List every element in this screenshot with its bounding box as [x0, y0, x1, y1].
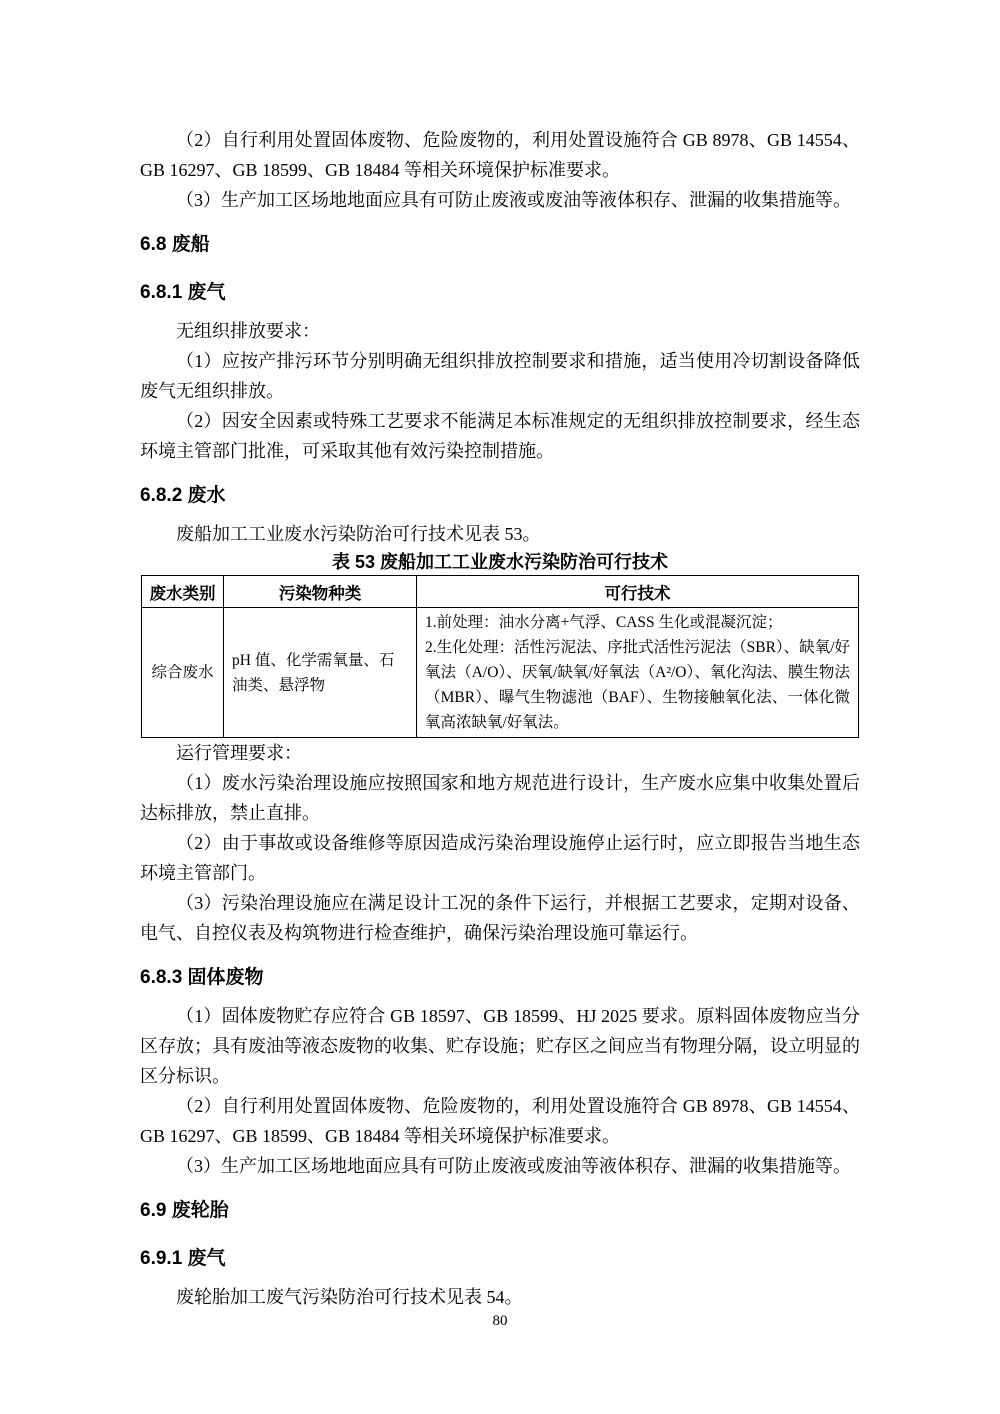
- cell-pollutants: pH 值、化学需氧量、石油类、悬浮物: [224, 608, 417, 738]
- tech-pretreatment-line: 1.前处理：油水分离+气浮、CASS 生化或混凝沉淀；: [425, 614, 783, 631]
- paragraph-681-item-2: （2）因安全因素或特殊工艺要求不能满足本标准规定的无组织排放控制要求，经生态环境主管部门批准，可采取其他有效污染控制措施。: [140, 411, 860, 461]
- table-53-caption: 表 53 废船加工工业废水污染防治可行技术: [331, 552, 669, 572]
- table-row: [142, 608, 859, 738]
- paragraph-682-item-3: （3）污染治理设施应在满足设计工况的条件下运行，并根据工艺要求，定期对设备、电气、自控仪表及构筑物进行检查维护，确保污染治理设施可靠运行。: [140, 893, 860, 943]
- page-number: 80: [492, 1313, 508, 1329]
- section-heading-6-9: 6.9 废轮胎: [140, 1200, 229, 1221]
- section-heading-6-8-3: 6.8.3 固体废物: [140, 967, 264, 988]
- paragraph-682-intro: 废船加工工业废水污染防治可行技术见表 53。: [176, 524, 541, 544]
- paragraph-prev-item-3: （3）生产加工区场地地面应具有可防止废液或废油等液体积存、泄漏的收集措施等。: [176, 190, 851, 210]
- cell-feasible-technology: [417, 608, 859, 738]
- paragraph-683-item-3: （3）生产加工区场地地面应具有可防止废液或废油等液体积存、泄漏的收集措施等。: [176, 1156, 851, 1176]
- paragraph-fugitive-intro: 无组织排放要求：: [176, 321, 320, 341]
- paragraph-683-item-1: （1）固体废物贮存应符合 GB 18597、GB 18599、HJ 2025 要求。原料固体废物应当分区存放；具有废油等液态废物的收集、贮存设施；贮存区之间应当有物理分隔，设立明显的区分标识。: [140, 1006, 860, 1086]
- table-header-pollutant-type: 污染物种类: [224, 576, 417, 608]
- section-heading-6-8-2: 6.8.2 废水: [140, 485, 226, 506]
- section-heading-6-8-1: 6.8.1 废气: [140, 282, 226, 303]
- table-53: [141, 575, 859, 738]
- section-heading-6-9-1: 6.9.1 废气: [140, 1248, 226, 1269]
- paragraph-682-item-1: （1）废水污染治理设施应按照国家和地方规范进行设计，生产废水应集中收集处置后达标排放，禁止直排。: [140, 773, 860, 823]
- paragraph-683-item-2: （2）自行利用处置固体废物、危险废物的，利用处置设施符合 GB 8978、GB 14554、GB 16297、GB 18599、GB 18484 等相关环境保护标准要求。: [140, 1096, 860, 1146]
- paragraph-management-intro: 运行管理要求：: [176, 743, 302, 763]
- table-header-row: [142, 576, 859, 608]
- paragraph-681-item-1: （1）应按产排污环节分别明确无组织排放控制要求和措施，适当使用冷切割设备降低废气无组织排放。: [140, 351, 860, 401]
- paragraph-682-item-2: （2）由于事故或设备维修等原因造成污染治理设施停止运行时，应立即报告当地生态环境主管部门。: [140, 833, 860, 883]
- paragraph-691-intro: 废轮胎加工废气污染防治可行技术见表 54。: [176, 1287, 523, 1307]
- tech-biological-line: 2.生化处理：活性污泥法、序批式活性污泥法（SBR）、缺氧/好氧法（A/O）、厌氧/缺氧/好氧法（A²/O）、氧化沟法、膜生物法（MBR）、曝气生物滤池（BAF）、生物接触氧化法、一体化微氧高浓缺氧/好氧法。: [425, 639, 850, 731]
- cell-wastewater-category: 综合废水: [142, 608, 224, 738]
- paragraph-prev-item-2: （2）自行利用处置固体废物、危险废物的，利用处置设施符合 GB 8978、GB 14554、GB 16297、GB 18599、GB 18484 等相关环境保护标准要求。: [140, 130, 860, 180]
- table-header-wastewater-category: 废水类别: [142, 576, 224, 608]
- table-header-feasible-technology: 可行技术: [417, 576, 859, 608]
- section-heading-6-8: 6.8 废船: [140, 234, 210, 255]
